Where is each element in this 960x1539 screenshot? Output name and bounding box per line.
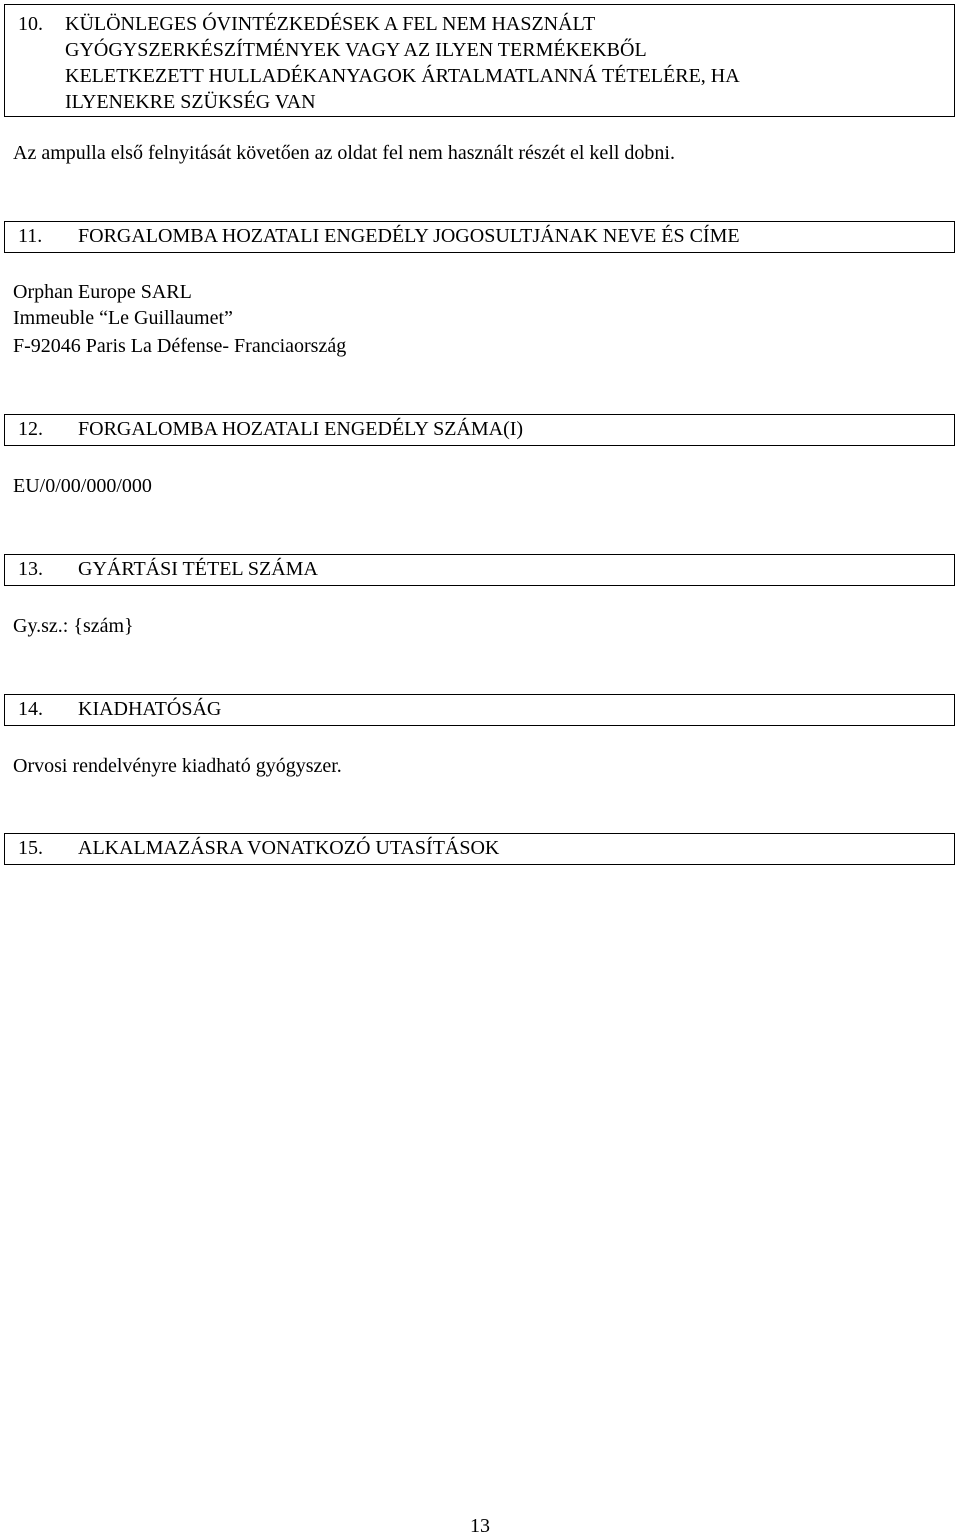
- section-number: 14.: [18, 698, 43, 720]
- dispensing-status: Orvosi rendelvényre kiadható gyógyszer.: [13, 755, 342, 777]
- section-number: 10.: [18, 13, 43, 35]
- section-13-header: [4, 554, 955, 586]
- batch-number: Gy.sz.: {szám}: [13, 615, 134, 637]
- section-11-header: [4, 221, 955, 253]
- section-title-line: GYÓGYSZERKÉSZÍTMÉNYEK VAGY AZ ILYEN TERMÉKEKBŐL: [65, 39, 647, 61]
- section-15-header: [4, 833, 955, 865]
- section-title: GYÁRTÁSI TÉTEL SZÁMA: [78, 558, 318, 580]
- section-14-header: [4, 694, 955, 726]
- page-number: 13: [470, 1515, 490, 1537]
- section-title: ALKALMAZÁSRA VONATKOZÓ UTASÍTÁSOK: [78, 837, 500, 859]
- section-title-line: KELETKEZETT HULLADÉKANYAGOK ÁRTALMATLANNÁ TÉTELÉRE, HA: [65, 65, 740, 87]
- section-title: KIADHATÓSÁG: [78, 698, 222, 720]
- section-10-header: [4, 4, 955, 117]
- section-number: 15.: [18, 837, 43, 859]
- holder-city: F-92046 Paris La Défense- Franciaország: [13, 335, 347, 357]
- section-title: FORGALOMBA HOZATALI ENGEDÉLY SZÁMA(I): [78, 418, 524, 440]
- section-title: FORGALOMBA HOZATALI ENGEDÉLY JOGOSULTJÁNAK NEVE ÉS CÍME: [78, 225, 740, 247]
- holder-building: Immeuble “Le Guillaumet”: [13, 307, 233, 329]
- section-number: 11.: [18, 225, 43, 247]
- section-title-line: ILYENEKRE SZÜKSÉG VAN: [65, 91, 316, 113]
- section-number: 13.: [18, 558, 43, 580]
- section-title-line: KÜLÖNLEGES ÓVINTÉZKEDÉSEK A FEL NEM HASZNÁLT: [65, 13, 596, 35]
- holder-name: Orphan Europe SARL: [13, 281, 192, 303]
- section-10-body: Az ampulla első felnyitását követően az oldat fel nem használt részét el kell dobni.: [13, 142, 675, 164]
- authorisation-number: EU/0/00/000/000: [13, 475, 152, 497]
- section-number: 12.: [18, 418, 43, 440]
- section-12-header: [4, 414, 955, 446]
